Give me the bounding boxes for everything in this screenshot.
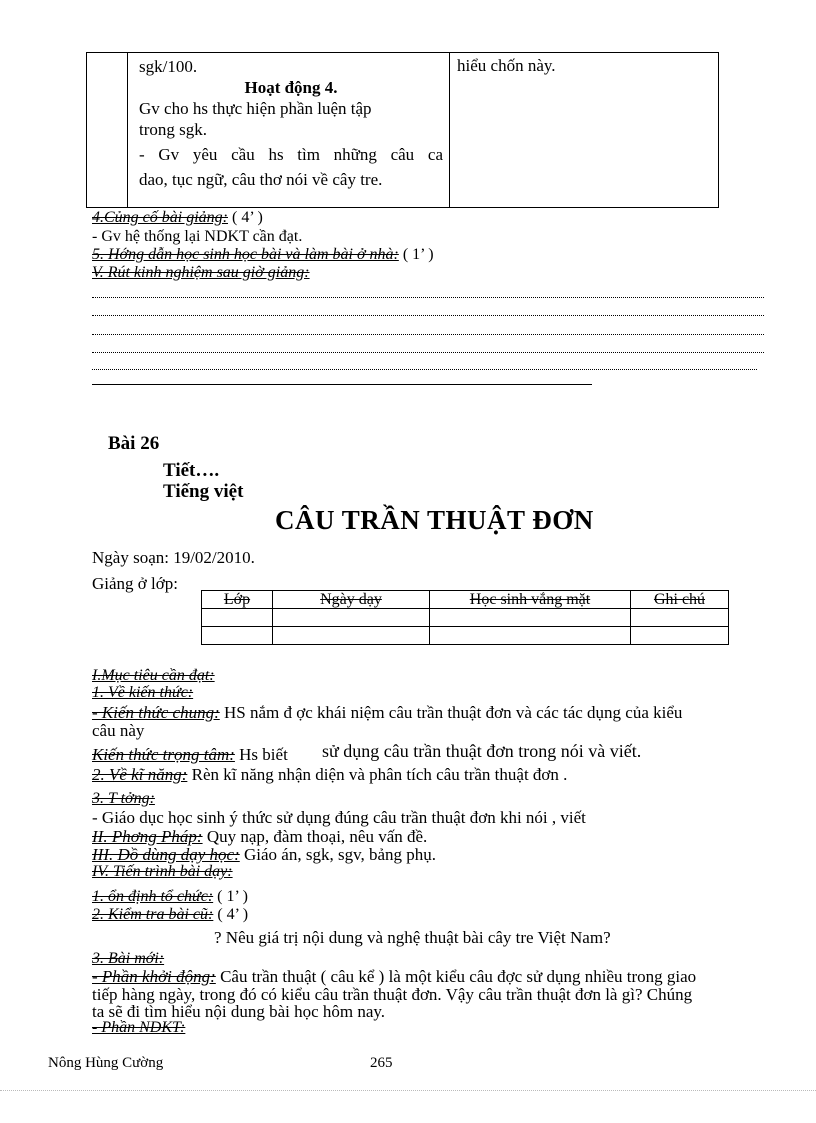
intro-label: - Phần khởi động: (92, 967, 216, 986)
lesson-number: Bài 26 (108, 433, 160, 454)
general-knowledge-label: - Kiến thức chung: (92, 703, 220, 722)
intro (92, 967, 696, 987)
table-cell-activities (128, 53, 450, 208)
materials-label: III. Đồ dùng dạy học: (92, 845, 240, 864)
lesson-period: Tiết…. (163, 460, 220, 481)
cell-text: sgk/100. (139, 57, 198, 76)
attitude-text: - Giáo dục học sinh ý thức sử dụng đúng câu trần thuật đơn khi nói , viết (92, 808, 586, 827)
general-knowledge (92, 703, 682, 723)
footer-separator (0, 1090, 816, 1091)
class-table-header: Ghi chú (631, 591, 729, 609)
knowledge-heading: 1. Về kiến thức: (92, 684, 194, 701)
activity-heading: Hoạt động 4. (244, 78, 338, 97)
section-4-time: ( 4’ ) (228, 209, 263, 226)
section-v (92, 264, 310, 282)
footer-author: Nông Hùng Cường (48, 1055, 164, 1071)
cell-text: Gv cho hs thực hiện phần luện tập (139, 99, 372, 118)
class-table (201, 590, 729, 645)
cell-text: - Gv yêu cầu hs tìm những câu ca (139, 145, 443, 164)
step-3-heading: 3. Bài mới: (92, 950, 165, 967)
lesson-subject: Tiếng việt (163, 481, 244, 502)
top-table (86, 52, 719, 208)
focus-knowledge-text: Hs biết (234, 745, 288, 764)
attitude-heading: 3. T tởng: (92, 790, 155, 807)
methods-label: II. Phơng Pháp: (92, 827, 203, 846)
dotted-line (92, 351, 764, 353)
section-5-label: 5. Hớng dẫn học sinh học bài và làm bài ở nhà: (92, 246, 399, 263)
objectives-heading: I.Mục tiêu cần đạt: (92, 667, 215, 684)
general-knowledge-text: HS nắm đ ợc khái niệm câu trần thuật đơn và các tác dụng của kiểu (219, 703, 683, 722)
table-cell-notes (450, 53, 719, 208)
intro-text-2: tiếp hàng ngày, trong đó có kiểu câu trần thuật đơn. Vậy câu trần thuật đơn là gì? Chúng (92, 985, 693, 1004)
intro-text: Câu trần thuật ( câu kể ) là một kiểu câu đợc sử dụng nhiều trong giao (215, 967, 697, 986)
step-2-label: 2. Kiểm tra bài cũ: (92, 906, 214, 923)
class-table-header: Học sinh vắng mặt (430, 591, 631, 609)
step-1-time: ( 1’ ) (213, 888, 248, 905)
dotted-line (92, 314, 764, 316)
step-2-time: ( 4’ ) (213, 906, 249, 923)
intro-text-3: ta sẽ đi tìm hiểu nội dung bài học hôm nay. (92, 1002, 386, 1021)
materials (92, 845, 436, 865)
section-4-text: - Gv hệ thống lại NDKT cần đạt. (92, 228, 303, 245)
dotted-line (92, 333, 764, 335)
dotted-line (92, 368, 757, 370)
divider-line (92, 384, 592, 385)
section-5 (92, 246, 434, 264)
process-heading: IV. Tiến trình bài dạy: (92, 863, 233, 880)
step-1-label: 1. ổn định tổ chức: (92, 888, 214, 905)
taught-at: Giảng ở lớp: (92, 574, 178, 593)
skills (92, 765, 567, 785)
methods-text: Quy nạp, đàm thoại, nêu vấn đề. (202, 827, 428, 846)
table-row (202, 627, 729, 645)
section-4 (92, 209, 263, 227)
class-table-header: Ngày dạy (273, 591, 430, 609)
dotted-line (92, 296, 764, 298)
cell-text: hiểu chốn này. (457, 56, 556, 75)
footer-page-number: 265 (370, 1055, 393, 1071)
focus-knowledge-text2: sử dụng câu trần thuật đơn trong nói và viết. (322, 741, 642, 761)
table-cell-empty (87, 53, 128, 208)
focus-knowledge (92, 745, 288, 765)
section-5-time: ( 1’ ) (398, 246, 434, 263)
focus-knowledge-label: Kiến thức trọng tâm: (92, 745, 235, 764)
step-2 (92, 906, 248, 924)
lesson-title: CÂU TRẦN THUẬT ĐƠN (275, 505, 594, 535)
section-4-label: 4.Củng cố bài giảng: (92, 209, 228, 226)
section-v-label: V. Rút kinh nghiệm sau giờ giảng: (92, 264, 310, 281)
step-1 (92, 888, 248, 906)
ndkt-heading: - Phần NDKT: (92, 1019, 186, 1036)
methods (92, 827, 427, 847)
table-row (202, 609, 729, 627)
materials-text: Giáo án, sgk, sgv, bảng phụ. (239, 845, 437, 864)
review-question: ? Nêu giá trị nội dung và nghệ thuật bài cây tre Việt Nam? (214, 928, 611, 947)
general-knowledge-text2: câu này (92, 721, 145, 740)
prep-date: Ngày soạn: 19/02/2010. (92, 548, 255, 567)
class-table-header: Lớp (202, 591, 273, 609)
cell-text: trong sgk. (139, 120, 207, 139)
cell-text: dao, tục ngữ, câu thơ nói về cây tre. (139, 170, 383, 189)
skills-text: Rèn kĩ năng nhận diện và phân tích câu trần thuật đơn . (187, 765, 568, 784)
skills-label: 2. Về kĩ năng: (92, 765, 188, 784)
